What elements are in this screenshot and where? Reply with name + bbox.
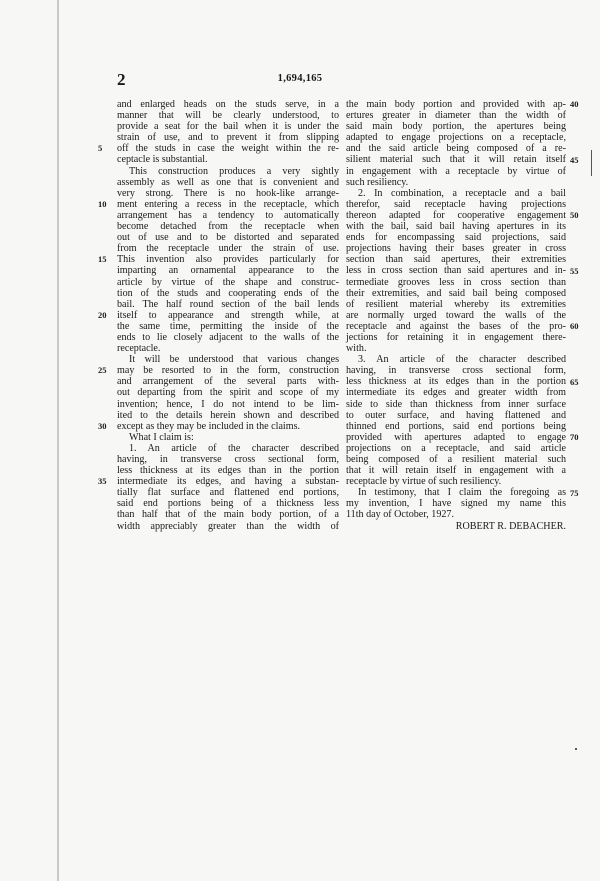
text-line: their extremities, and said bail being composed [346, 287, 566, 299]
text-line: such resiliency. [346, 176, 409, 188]
text-line: may be resorted to in the form, construction [117, 365, 339, 377]
scan-edge-line [57, 0, 59, 881]
text-line: except as they may be included in the claims. [117, 420, 301, 432]
text-line: assembly as well as one that is convenient and [117, 176, 339, 188]
text-line: from the receptacle under the strain of use. [117, 243, 339, 255]
text-line: and the said article being composed of a re- [346, 143, 566, 155]
text-line: said main body portion, the apertures being [346, 121, 566, 133]
text-line: thinned end portions, said end portions being [346, 420, 566, 432]
text-line: having, in transverse cross sectional form, [117, 454, 339, 465]
line-number: 40 [570, 99, 579, 109]
text-line: in engagement with a receptacle by virtue of [346, 165, 566, 177]
text-line: ment entering a recess in the receptacle, which [117, 198, 339, 210]
text-line: are normally urged toward the walls of the [346, 309, 566, 321]
text-line: 2. In combination, a receptacle and a bail [358, 187, 566, 199]
text-line: section than said apertures, their extremities [346, 254, 566, 266]
text-line: with. [346, 343, 367, 355]
text-line: less thickness at its edges than in the portion [117, 465, 339, 477]
text-line: manner that will be clearly understood, to [117, 110, 339, 122]
text-line: tially flat surface and flattened end portions, [117, 487, 339, 499]
text-line: projections having their bases greater in cross [346, 243, 566, 255]
left-text-column [117, 99, 339, 532]
text-line: What I claim is: [129, 431, 194, 443]
text-line: provide a seat for the bail when it is under the [117, 121, 339, 133]
text-line: itself to appearance and strength while, at [117, 309, 339, 321]
text-line: 1. An article of the character described [129, 442, 339, 454]
page-number: 2 [117, 70, 126, 89]
text-line: arrangement has a tendency to automatically [117, 209, 339, 221]
text-line: 3. An article of the character described [358, 354, 566, 366]
text-line: ited to the details herein shown and described [117, 409, 339, 421]
text-line: This construction produces a very sightly [129, 165, 339, 177]
text-line: become detached from the receptacle when [117, 221, 339, 233]
text-line: very strong. There is no hook-like arrange- [117, 187, 339, 199]
text-line: that it will retain itself in engagement with a [346, 465, 566, 477]
text-line: It will be understood that various changes [129, 354, 339, 366]
text-line: width appreciably greater than the width of [117, 520, 339, 532]
line-number: 20 [98, 309, 107, 320]
scan-speck [575, 748, 577, 750]
text-line: ends for encompassing said projections, said [346, 232, 566, 244]
line-number: 5 [98, 143, 103, 154]
text-line: 11th day of October, 1927. [346, 509, 454, 521]
text-line: than half that of the main body portion, of a [117, 509, 339, 521]
text-line: In testimony, that I claim the foregoing as [358, 487, 566, 499]
text-line: being composed of a resilient material such [346, 454, 566, 465]
line-number: 50 [570, 210, 579, 220]
text-line: strain of use, and to prevent it from slipping [117, 132, 339, 144]
text-line: and arrangement of the several parts with- [117, 376, 339, 388]
text-line: tion of the studs and cooperating ends of the [117, 287, 339, 299]
text-line: provided with apertures adapted to engage [346, 431, 566, 443]
text-line: termediate grooves less in cross section than [346, 276, 566, 288]
text-line: said end portions being of a thickness less [117, 498, 339, 510]
patent-number: 1,694,165 [277, 73, 323, 84]
text-line: off the studs in case the weight within the re- [117, 143, 339, 155]
line-number: 65 [570, 376, 579, 387]
text-line: adapted to engage projections on a receptacle, [346, 132, 566, 144]
line-number: 55 [570, 265, 579, 276]
text-line: projections on a receptacle, and said article [346, 442, 566, 454]
text-line: imparting an ornamental appearance to the [117, 265, 339, 277]
text-line: receptacle and against the bases of the pro- [346, 320, 566, 332]
text-line: out departing from the spirit and scope of my [117, 387, 339, 399]
text-line: intermediate its edges, and having a substan- [117, 476, 339, 488]
line-number: 60 [570, 321, 579, 331]
line-number: 10 [98, 198, 107, 209]
line-number: 15 [98, 254, 107, 265]
text-line: This invention also provides particularly for [117, 254, 339, 266]
text-line: the main body portion and provided with ap- [346, 99, 566, 110]
text-line: ROBERT R. DEBACHER. [455, 520, 566, 532]
text-line: to outer surface, and having flattened and [346, 409, 566, 421]
line-number: 70 [570, 432, 579, 442]
text-line: silient material such that it will retain itself [346, 154, 566, 166]
text-line: having, in transverse cross sectional form, [346, 365, 566, 377]
text-line: and enlarged heads on the studs serve, in a [117, 99, 339, 110]
text-line: article by virtue of the shape and construc- [117, 276, 339, 288]
text-line: receptacle. [117, 343, 161, 355]
line-number: 75 [570, 487, 579, 498]
text-line: receptacle by virtue of such resiliency. [346, 476, 502, 488]
text-line: jections for retaining it in engagement there- [346, 331, 566, 343]
line-number: 35 [98, 476, 107, 487]
text-line: my invention, I have signed my name this [346, 498, 566, 510]
text-line: ceptacle is substantial. [117, 154, 208, 166]
text-line: less thickness at its edges than in the portion [346, 376, 566, 388]
scan-mark [591, 150, 592, 176]
text-line: of resilient material whereby its extremities [346, 298, 566, 310]
right-text-column [346, 99, 566, 532]
line-number: 30 [98, 420, 107, 431]
text-line: thereon adapted for cooperative engagement [346, 209, 566, 221]
text-line: ertures greater in diameter than the width of [346, 110, 566, 122]
text-line: less in cross section than said apertures and in- [346, 265, 566, 277]
text-line: bail. The half round section of the bail lends [117, 298, 339, 310]
text-line: with the bail, said bail having apertures in its [346, 221, 566, 233]
text-line: invention; hence, I do not intend to be lim- [117, 398, 339, 410]
line-number: 25 [98, 365, 107, 376]
text-line: ends to lie closely adjacent to the walls of the [117, 331, 339, 343]
text-line: intermediate its edges and greater width from [346, 387, 566, 399]
text-line: therefor, said receptacle having projections [346, 198, 566, 210]
text-line: side to side than thickness from inner surface [346, 398, 566, 410]
text-line: the same time, permitting the inside of the [117, 320, 339, 332]
line-number: 45 [570, 154, 579, 165]
text-line: out of use and to be distorted and separated [117, 232, 339, 244]
